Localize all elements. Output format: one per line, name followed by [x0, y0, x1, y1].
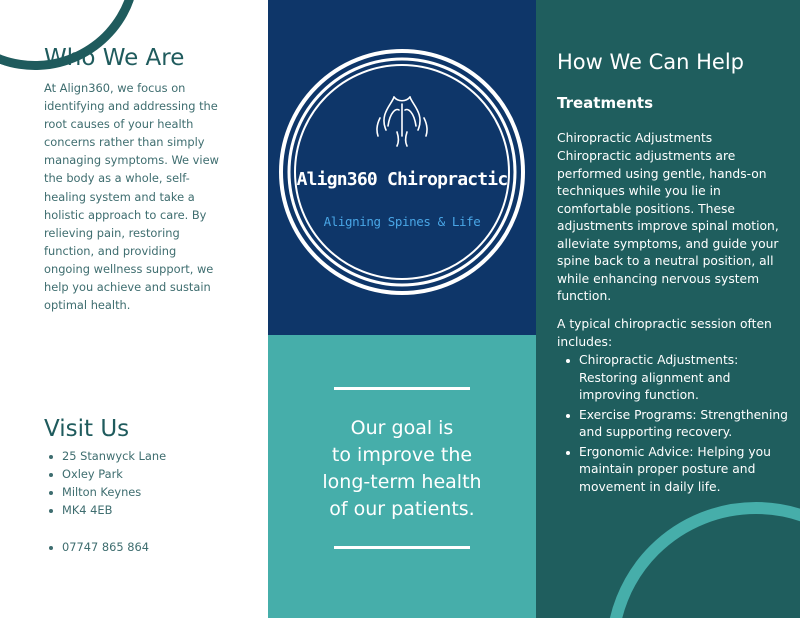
treatments-heading: Treatments: [557, 94, 654, 112]
goal-line: to improve the: [331, 444, 473, 466]
visit-us-heading: Visit Us: [44, 416, 130, 442]
session-list: [564, 352, 792, 498]
spine-back-icon: [377, 97, 427, 146]
divider-bottom: [334, 546, 470, 549]
address-list: [48, 447, 166, 519]
goal-line: of our patients.: [329, 498, 475, 520]
how-we-can-help-panel: [536, 0, 800, 618]
phone-number: 07747 865 864: [48, 538, 149, 556]
list-item: Chiropractic Adjustments: Restoring alignment and improving function.: [564, 352, 792, 405]
list-item: Ergonomic Advice: Helping you maintain proper posture and movement in daily life.: [564, 444, 792, 497]
address-line: 25 Stanwyck Lane: [48, 447, 166, 465]
divider-top: [334, 387, 470, 390]
goal-panel: [268, 335, 536, 618]
logo-panel: [268, 0, 536, 335]
list-item: Exercise Programs: Strengthening and supporting recovery.: [564, 407, 792, 442]
who-we-are-panel: [0, 0, 268, 618]
who-we-are-heading: Who We Are: [44, 45, 185, 71]
how-we-can-help-heading: How We Can Help: [557, 50, 745, 74]
logo-rings: [268, 0, 536, 335]
who-we-are-text: At Align360, we focus on identifying and addressing the root causes of your health concerns rather than simply managing symptoms. We view the body as a whole, self-healing system and take a holistic approach to care. By relieving pain, restoring function, and providing ongoing wellness support, we help you achieve and sustain optimal health.: [44, 81, 219, 313]
adjustments-description: Chiropractic adjustments are performed using gentle, hands-on techniques while you lie in comfortable positions. These adjustments improve spinal motion, alleviate symptoms, and guide your spine back to a neutral position, all while enhancing nervous system function.: [557, 149, 779, 303]
decorative-arc: [606, 502, 800, 618]
phone-list: [48, 538, 149, 556]
logo-title: Align360 Chiropractic: [296, 169, 508, 190]
address-line: Oxley Park: [48, 465, 166, 483]
session-intro: A typical chiropractic session often includes:: [557, 317, 772, 349]
address-line: Milton Keynes: [48, 483, 166, 501]
goal-line: Our goal is: [350, 417, 454, 439]
address-line: MK4 4EB: [48, 501, 166, 519]
logo-tagline: Aligning Spines & Life: [323, 214, 481, 229]
adjustments-label: Chiropractic Adjustments: [557, 131, 713, 145]
goal-line: long-term health: [322, 471, 482, 493]
